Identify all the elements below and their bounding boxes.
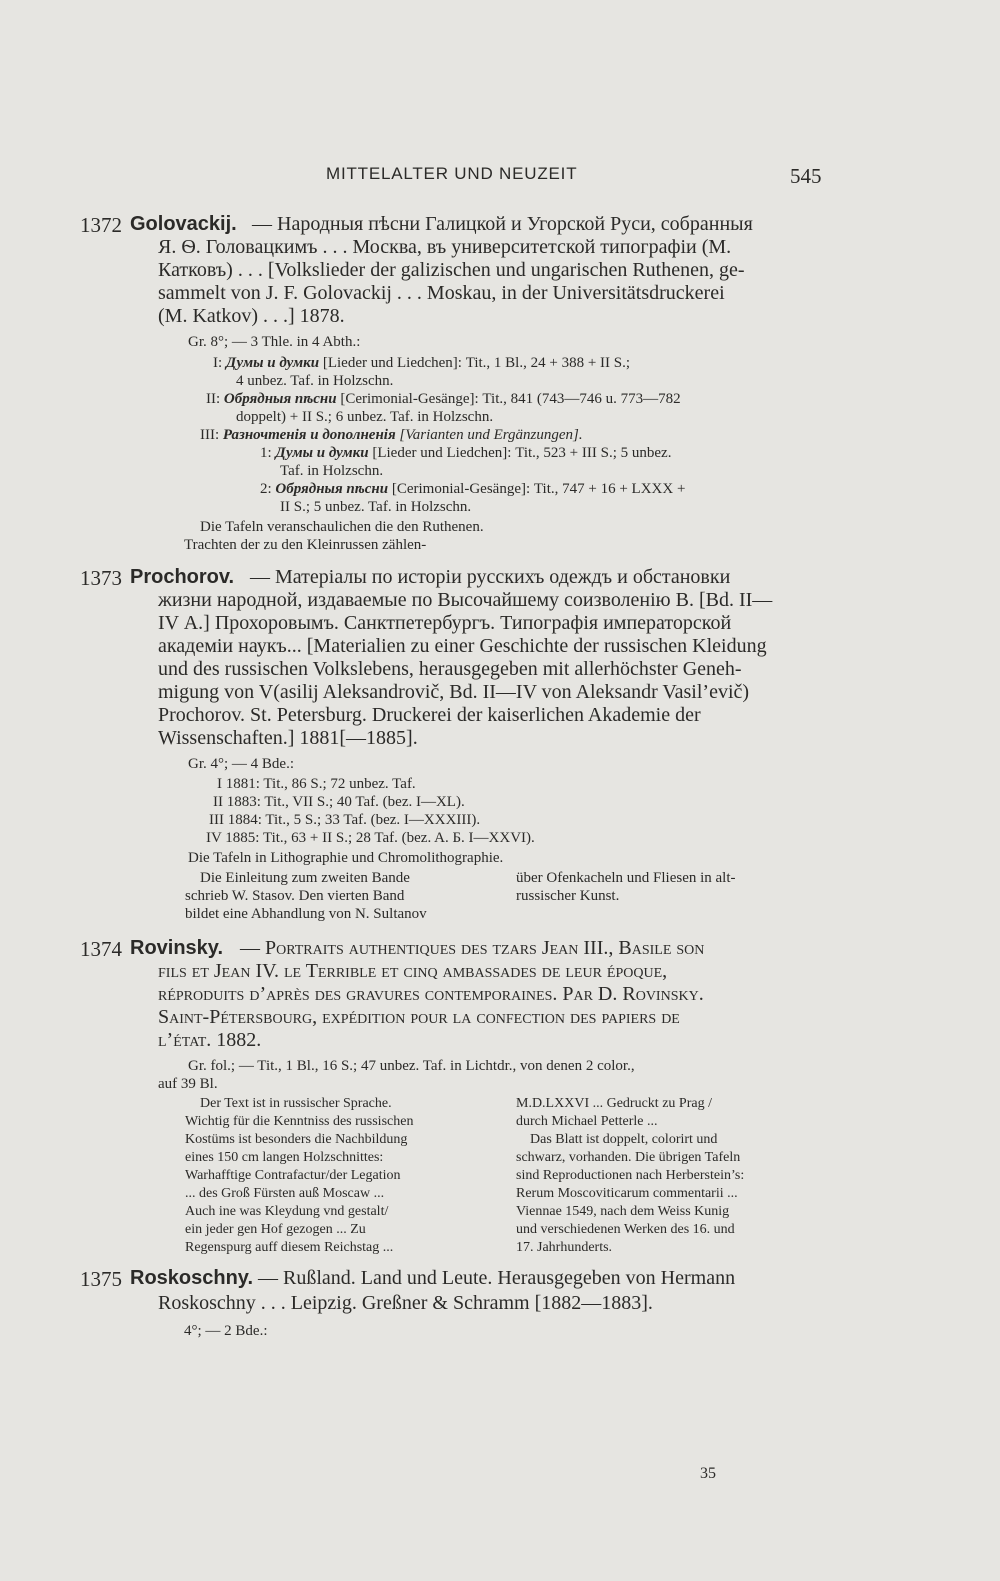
note-line: Die Tafeln in Lithographie und Chromolithographie. [188,850,504,866]
note-right-line: sind Reproductionen nach Herberstein’s: [516,1168,745,1183]
note-right-line: schwarz, vorhanden. Die übrigen Tafeln [516,1150,741,1165]
part-title: Разночтенія и дополненія [222,427,396,443]
entry-format: Gr. 4°; — 4 Bde.: [188,756,294,772]
entry-number: 1374 [80,937,122,961]
volume-line: III 1884: Tit., 5 S.; 33 Taf. (bez. I—XXXIII). [209,812,481,828]
entry-heading-line: — Народныя пѣсни Галицкой и Угорской Руси, собранныя [252,213,753,235]
part-details: [Cerimonial-Gesänge]: Tit., 747 + 16 + LXXX + [391,481,686,497]
entry-heading-line: Wissenschaften.] 1881[—1885]. [158,727,418,749]
note-left-line: Warhafftige Contrafactur/der Legation [185,1168,401,1183]
note-left-line: Regenspurg auff diesem Reichstag ... [185,1240,394,1255]
entry-author: Golovackij. [130,213,237,235]
part-details: [Cerimonial-Gesänge]: Tit., 841 (743—746 u. 773—782 [340,391,681,407]
entry-author: Roskoschny. [130,1267,253,1289]
note-line: Trachten der zu den Kleinrussen zählen- [184,537,427,553]
note-right-line: russischer Kunst. [516,888,620,904]
volume-line: II 1883: Tit., VII S.; 40 Taf. (bez. I—XL). [213,794,465,810]
entry-number: 1373 [80,566,122,590]
note-left-line: ein jeder gen Hof gezogen ... Zu [185,1222,366,1237]
entry-heading-line: — Portraits authentiques des tzars Jean III., Basile son [240,937,705,959]
note-left-line: ... des Groß Fürsten auß Moscaw ... [185,1186,385,1201]
entry-heading-line: (M. Katkov) . . .] 1878. [158,305,345,327]
part-title: Обрядныя пѣсни [223,391,337,407]
part-continuation: doppelt) + II S.; 6 unbez. Taf. in Holzschn. [236,409,494,425]
note-right-line: M.D.LXXVI ... Gedruckt zu Prag / [516,1096,712,1111]
note-right-line: Das Blatt ist doppelt, colorirt und [530,1132,718,1147]
entry-number: 1375 [80,1267,122,1291]
running-header: MITTELALTER UND NEUZEIT [326,164,578,183]
signature-mark: 35 [700,1465,716,1482]
part-line [200,426,583,444]
entry-heading-line: Roskoschny . . . Leipzig. Greßner & Schramm [1882—1883]. [158,1292,653,1314]
note-left-line: schrieb W. Stasov. Den vierten Band [185,888,405,904]
entry-heading-line: Saint-Pétersbourg, expédition pour la confection des papiers de [158,1006,680,1028]
note-left-line: Kostüms ist besonders die Nachbildung [185,1132,408,1147]
note-right-line: Rerum Moscoviticarum commentarii ... [516,1186,738,1201]
part-title: Обрядныя пѣсни [275,481,389,497]
note-right-line: und verschiedenen Werken des 16. und [516,1222,735,1237]
entry-heading-line: IV А.] Прохоровымъ. Санктпетербургъ. Типографія императорской [158,612,732,634]
volume-line: I 1881: Tit., 86 S.; 72 unbez. Taf. [217,776,416,792]
page-number: 545 [790,164,822,188]
entry-heading-line: migung von V(asilij Aleksandrovič, Bd. II—IV von Aleksandr Vasil’evič) [158,681,750,703]
part-label: III: [200,427,220,443]
note-left-line: Auch ine was Kleydung vnd gestalt/ [185,1204,389,1219]
part-details: [Lieder und Liedchen]: Tit., 523 + III S.; 5 unbez. [372,445,672,461]
entry-heading-line: fils et Jean IV. le Terrible et cinq ambassades de leur époque, [158,960,668,982]
part-label: 1: [260,445,272,461]
part-label: I: [213,355,223,371]
part-title: Думы и думки [225,355,320,371]
part-line [260,444,671,462]
note-left-line: Der Text ist in russischer Sprache. [200,1096,392,1111]
note-left-line: eines 150 cm langen Holzschnittes: [185,1150,384,1165]
entry-heading-line: — Матеріалы по исторіи русскихъ одеждъ и обстановки [250,566,731,588]
note-line: Die Tafeln veranschaulichen die den Ruthenen. [200,519,484,535]
entry-author: Rovinsky. [130,937,223,959]
entry-format: auf 39 Bl. [158,1076,218,1092]
entry-format: Gr. 8°; — 3 Thle. in 4 Abth.: [188,334,361,350]
part-line [206,390,681,408]
entry-heading-line: l’état. 1882. [158,1029,262,1051]
part-continuation: Taf. in Holzschn. [280,463,384,479]
part-details: [Lieder und Liedchen]: Tit., 1 Bl., 24 + 388 + II S.; [322,355,631,371]
entry-author: Prochorov. [130,566,235,588]
part-continuation: II S.; 5 unbez. Taf. in Holzschn. [280,499,472,515]
entry-format: 4°; — 2 Bde.: [184,1323,268,1339]
note-left-line: Wichtig für die Kenntniss des russischen [185,1114,414,1129]
part-continuation: 4 unbez. Taf. in Holzschn. [236,373,394,389]
volume-line: IV 1885: Tit., 63 + II S.; 28 Taf. (bez. A. Б. I—XXVI). [206,830,535,846]
entry-format: Gr. fol.; — Tit., 1 Bl., 16 S.; 47 unbez. Taf. in Lichtdr., von denen 2 color., [188,1058,635,1074]
entry-number: 1372 [80,213,122,237]
part-title: Думы и думки [275,445,369,461]
note-left-line: Die Einleitung zum zweiten Bande [200,870,410,886]
note-right-line: 17. Jahrhunderts. [516,1240,613,1255]
entry-heading-line: Катковъ) . . . [Volkslieder der galizischen und ungarischen Ruthenen, ge- [158,259,745,281]
note-right-line: durch Michael Petterle ... [516,1114,658,1129]
part-label: 2: [260,481,272,497]
entry-heading-line: Prochorov. St. Petersburg. Druckerei der kaiserlichen Akademie der [158,704,701,726]
entry-heading-line: réproduits d’après des gravures contemporaines. Par D. Rovinsky. [158,983,704,1005]
entry-heading-line: академіи наукъ... [Materialien zu einer Geschichte der russischen Kleidung [158,635,767,657]
entry-heading-line: Я. Ѳ. Головацкимъ . . . Москва, въ университетской типографіи (М. [158,236,732,258]
entry-heading-line: und des russischen Volkslebens, herausgegeben mit allerhöchster Geneh- [158,658,742,680]
part-line [260,480,685,498]
part-label: II: [206,391,221,407]
note-left-line: bildet eine Abhandlung von N. Sultanov [185,906,427,922]
entry-heading-line: жизни народной, издаваемые по Высочайшему соизволенію В. [Bd. II— [158,589,773,611]
note-right-line: über Ofenkacheln und Fliesen in alt- [516,870,736,886]
part-line [213,354,630,372]
part-details: [Varianten und Ergänzungen]. [399,427,583,443]
entry-heading-line: sammelt von J. F. Golovackij . . . Moskau, in der Universitätsdruckerei [158,282,725,304]
entry-heading-line: — Rußland. Land und Leute. Herausgegeben von Hermann [258,1267,736,1289]
note-right-line: Viennae 1549, nach dem Weiss Kunig [516,1204,730,1219]
